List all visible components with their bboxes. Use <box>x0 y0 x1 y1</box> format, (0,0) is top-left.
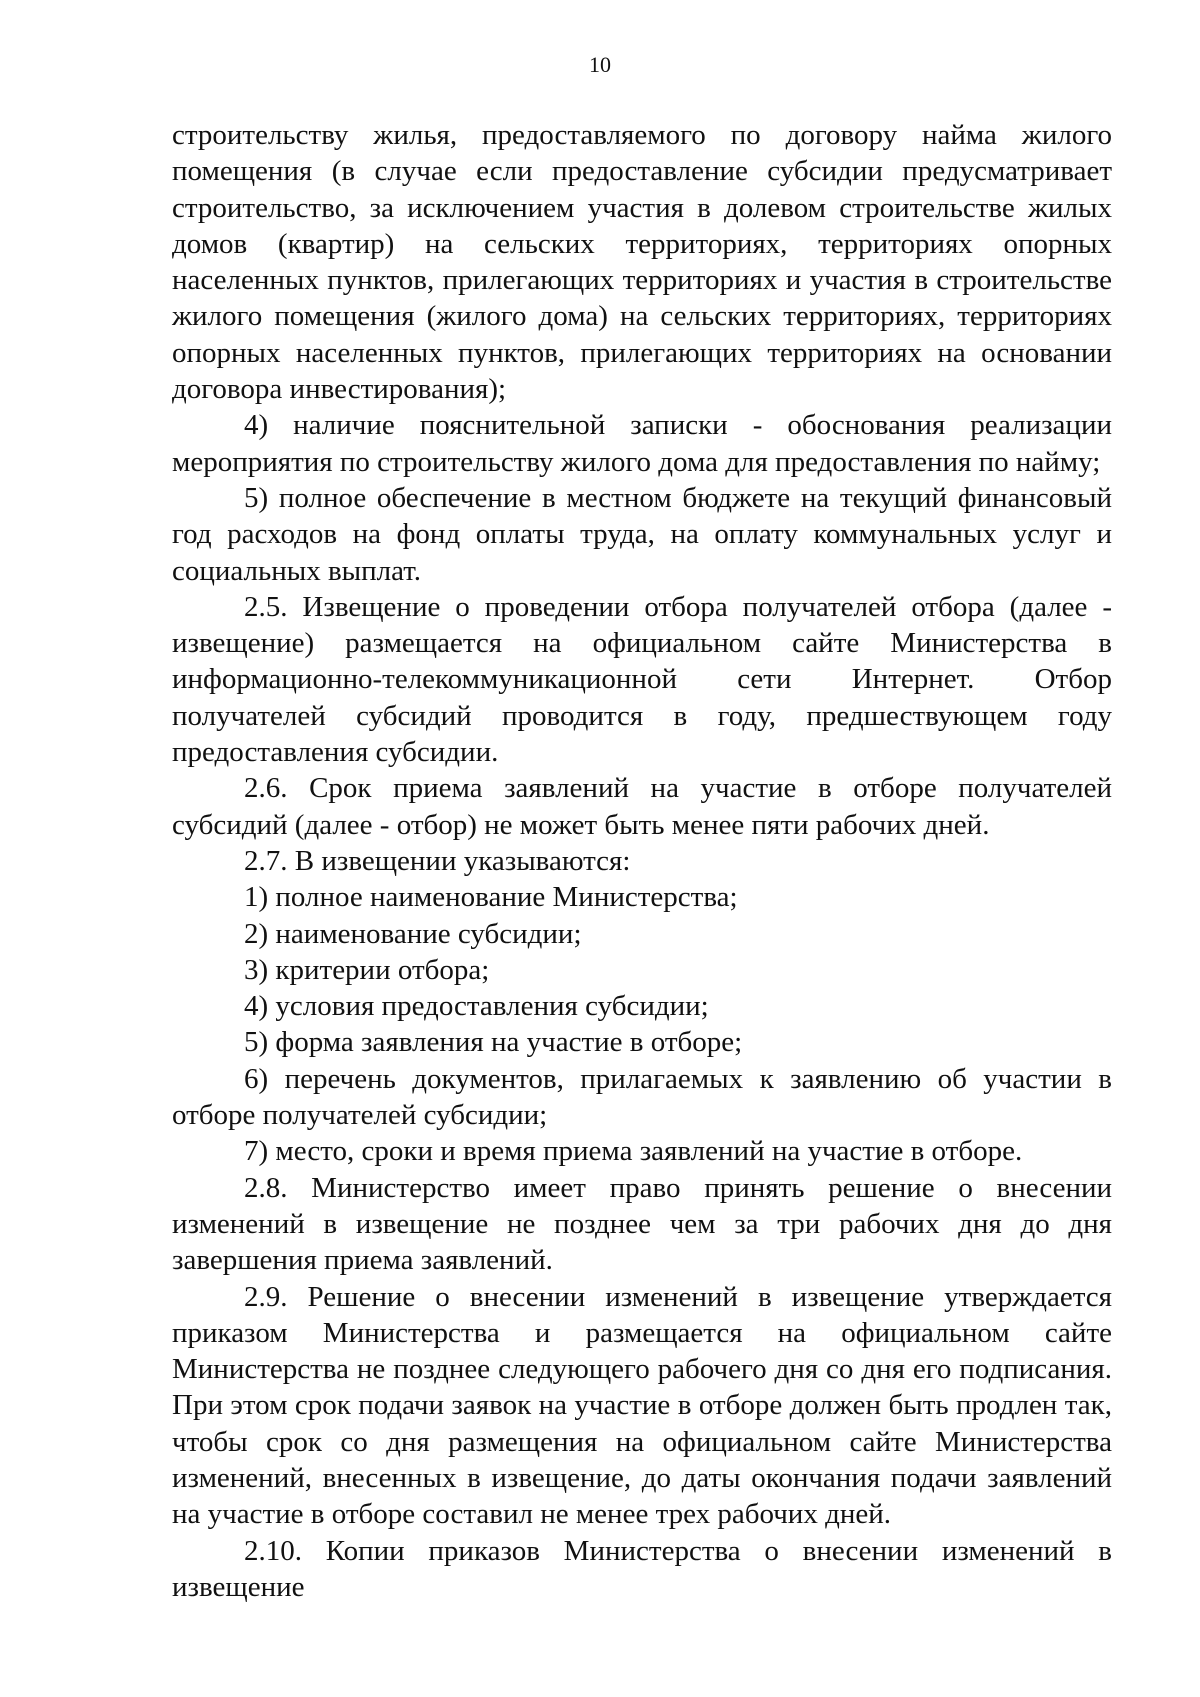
paragraph-2-5: 2.5. Извещение о проведении отбора получателей отбора (далее - извещение) размещается на официальном сайте Министерства в информационно-телекоммуникационной сети Интернет. Отбор получателей субсидий проводится в году, предшествующем году предоставления субсидии. <box>172 590 1112 769</box>
list-item-4: 4) условия предоставления субсидии; <box>244 990 709 1023</box>
paragraph-2-8: 2.8. Министерство имеет право принять решение о внесении изменений в извещение не позднее чем за три рабочих дня до дня завершения приема заявлений. <box>172 1171 1112 1277</box>
list-item-6: 6) перечень документов, прилагаемых к заявлению об участии в отборе получателей субсидии; <box>172 1062 1112 1132</box>
paragraph-2-9: 2.9. Решение о внесении изменений в извещение утверждается приказом Министерства и размещается на официальном сайте Министерства не позднее следующего рабочего дня со дня его подписания. При этом срок подачи заявок на участие в отборе должен быть продлен так, чтобы срок со дня размещения на официальном сайте Министерства изменений, внесенных в извещение, до даты окончания подачи заявлений на участие в отборе составил не менее трех рабочих дней. <box>172 1280 1112 1531</box>
list-item-5: 5) форма заявления на участие в отборе; <box>244 1026 743 1059</box>
paragraph-2-6: 2.6. Срок приема заявлений на участие в отборе получателей субсидий (далее - отбор) не может быть менее пяти рабочих дней. <box>172 772 1112 841</box>
page-number: 10 <box>589 52 611 77</box>
paragraph-continuation: строительству жилья, предоставляемого по договору найма жилого помещения (в случае если предоставление субсидии предусматривает строительство, за исключением участия в долевом строительстве жилых домов (квартир) на сельских территориях, территориях опорных населенных пунктов, прилегающих территориях и участия в строительстве жилого помещения (жилого дома) на сельских территориях, территориях опорных населенных пунктов, прилегающих территориях на основании договора инвестирования); <box>172 119 1112 406</box>
list-item-1: 1) полное наименование Министерства; <box>244 881 738 914</box>
document-body <box>172 117 1112 1605</box>
list-item-2: 2) наименование субсидии; <box>244 917 582 950</box>
paragraph-item-4: 4) наличие пояснительной записки - обоснования реализации мероприятия по строительству жилого дома для предоставления по найму; <box>172 409 1112 478</box>
paragraph-item-5: 5) полное обеспечение в местном бюджете на текущий финансовый год расходов на фонд оплаты труда, на оплату коммунальных услуг и социальных выплат. <box>172 481 1112 587</box>
list-item-3: 3) критерии отбора; <box>244 953 490 986</box>
paragraph-2-7: 2.7. В извещении указываются: <box>244 844 631 877</box>
paragraph-2-10: 2.10. Копии приказов Министерства о внесении изменений в извещение <box>172 1534 1112 1603</box>
list-item-7: 7) место, сроки и время приема заявлений на участие в отборе. <box>244 1135 1023 1168</box>
